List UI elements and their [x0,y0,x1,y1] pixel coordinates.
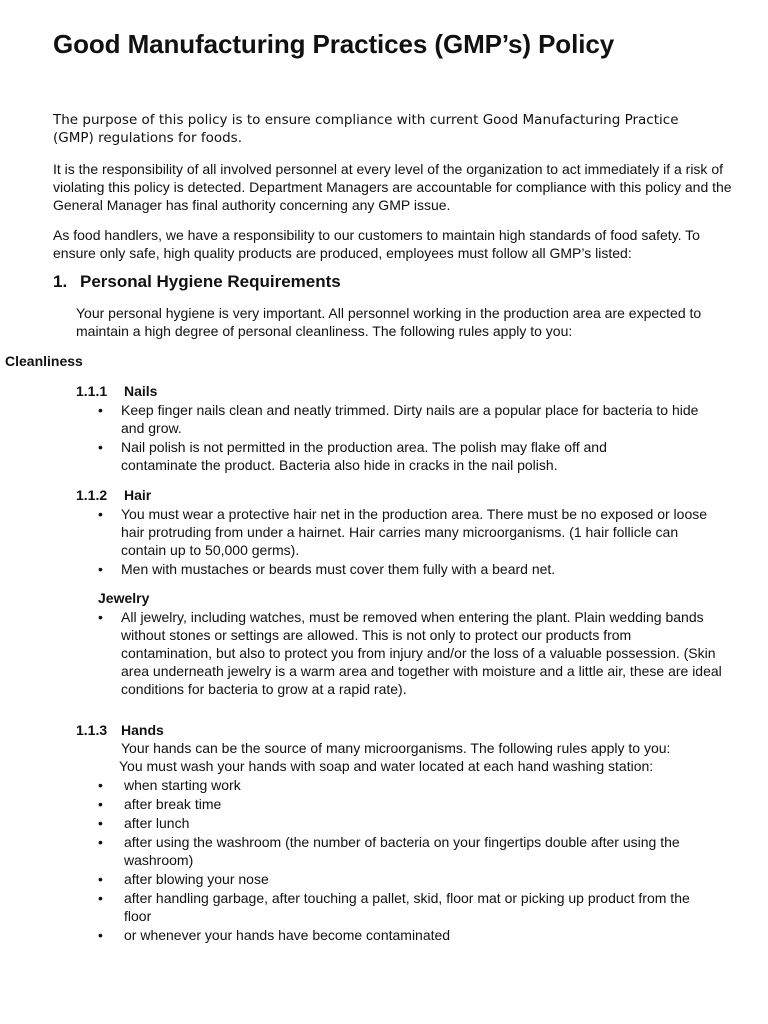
list-item-text: after handling garbage, after touching a pallet, skid, floor mat or picking up product from the floor [124,890,690,924]
list-item-text: Men with mustaches or beards must cover them fully with a beard net. [121,561,556,577]
list-item [0,438,768,475]
list-item-text: after break time [124,796,222,812]
list-item-text: after blowing your nose [124,871,269,887]
nails-list [0,401,768,475]
bullet: • [98,927,103,943]
responsibility-paragraph: It is the responsibility of all involved personnel at every level of the organization to act immediately if a risk of violating this policy is detected. Department Managers are accountable for compliance with this policy and the General Manager has final authority concerning any GMP issue. [53,161,732,213]
hands-wash-instruction: You must wash your hands with soap and water located at each hand washing station: [119,758,654,774]
list-item [0,889,768,926]
subheading-number: 1.1.2 [76,487,108,503]
bullet: • [98,506,103,522]
subheading-number: 1.1.3 [76,722,108,738]
list-item-text: Nail polish is not permitted in the production area. The polish may flake off and contaminate the product. Bacteria also hide in cracks in the nail polish. [121,439,607,473]
list-item [0,608,768,700]
subheading-title: Nails [124,383,158,399]
purpose-paragraph: The purpose of this policy is to ensure compliance with current Good Manufacturing Practice (GMP) regulations for foods. [53,112,679,146]
section-title: Personal Hygiene Requirements [80,272,341,291]
list-item-text: You must wear a protective hair net in the production area. There must be no exposed or loose hair protruding from under a hairnet. Hair carries many microorganisms. (1 hair follicle can contain up to 50,000 germs). [121,506,708,558]
list-item [0,926,768,945]
subheading-hands [76,721,164,739]
subheading-title: Hands [121,722,164,738]
bullet: • [98,439,103,455]
subheading-jewelry: Jewelry [98,590,150,606]
section-intro-paragraph: Your personal hygiene is very important. All personnel working in the production area are expected to maintain a high degree of personal cleanliness. The following rules apply to you: [76,305,702,339]
list-item-text: when starting work [124,777,241,793]
page-title: Good Manufacturing Practices (GMP’s) Policy [53,29,615,59]
jewelry-list [0,608,768,700]
bullet: • [98,871,103,887]
list-item [0,505,768,560]
bullet: • [98,815,103,831]
list-item [0,776,768,795]
list-item-text: after using the washroom (the number of bacteria on your fingertips double after using the washroom) [124,834,680,868]
section-number: 1. [53,272,68,291]
list-item [0,795,768,814]
list-item-text: Keep finger nails clean and neatly trimmed. Dirty nails are a popular place for bacteria to hide and grow. [121,402,699,436]
bullet: • [98,402,103,418]
cleanliness-heading: Cleanliness [5,353,83,369]
bullet: • [98,796,103,812]
hands-intro-line: Your hands can be the source of many microorganisms. The following rules apply to you: [121,740,671,756]
list-item-text: or whenever your hands have become contaminated [124,927,451,943]
list-item [0,833,768,870]
list-item [0,560,768,578]
list-item [0,814,768,833]
subheading-hair [76,486,151,504]
list-item-text: after lunch [124,815,190,831]
list-item-text: All jewelry, including watches, must be removed when entering the plant. Plain wedding bands without stones or settings are allowed. This is not only to protect our products from contamination, but also to protect you from injury and/or the loss of a valuable possession. (Skin area underneath jewelry is a warm area and together with moisture and a little air, these are ideal conditions for bacteria to grow at a rapid rate). [121,609,722,697]
subheading-title: Hair [124,487,152,503]
list-item [0,401,768,438]
section-heading-personal-hygiene [53,273,341,291]
subheading-nails [76,382,157,400]
bullet: • [98,561,103,577]
bullet: • [98,890,103,906]
hair-list [0,505,768,578]
hands-wash-list [0,776,768,945]
list-item [0,870,768,889]
bullet: • [98,834,103,850]
food-handlers-paragraph: As food handlers, we have a responsibility to our customers to maintain high standards of food safety. To ensure only safe, high quality products are produced, employees must follow all GMP’s listed: [53,227,700,261]
subheading-number: 1.1.1 [76,383,108,399]
bullet: • [98,609,103,625]
bullet: • [98,777,103,793]
